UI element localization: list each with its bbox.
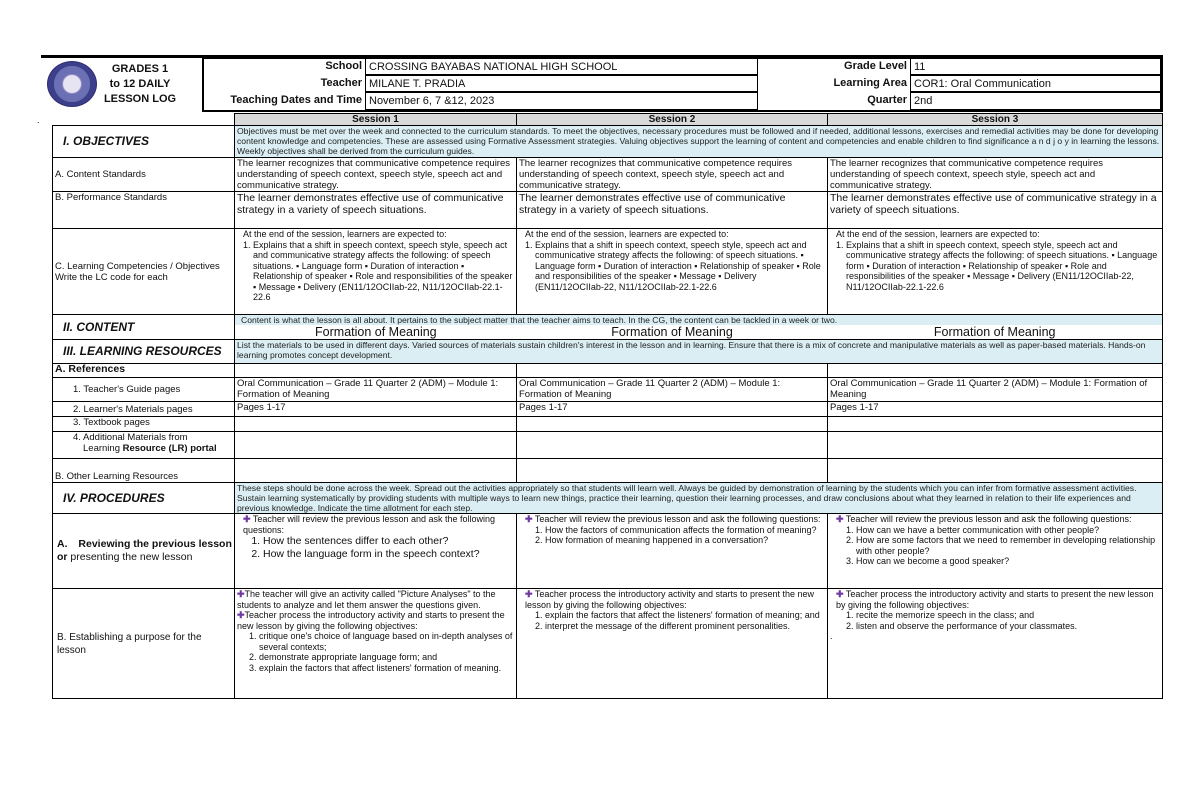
dates-value: November 6, 7 &12, 2023: [365, 92, 758, 110]
procedure-a-s2: [517, 514, 828, 589]
procedures-row: [53, 483, 1163, 514]
other-resources-label: B. Other Learning Resources: [53, 459, 235, 483]
textbook-row: [53, 417, 1163, 432]
deped-seal-center: [62, 74, 82, 94]
lm-s1: Pages 1-17: [235, 402, 517, 417]
content-standards-row: [53, 158, 1163, 192]
content-topic-s2: Formation of Meaning: [611, 325, 733, 339]
session-3-header: Session 3: [828, 114, 1163, 126]
procedure-b-s3-dot: .: [830, 631, 833, 641]
performance-standards-row: [53, 192, 1163, 229]
bullet-icon: ✚: [237, 610, 245, 620]
competencies-s3: [828, 229, 1163, 315]
procedure-b-s2: [517, 589, 828, 699]
content-standards-s2: The learner recognizes that communicative competence requires understanding of speech context, speech style, speech act and communicative strategy.: [517, 158, 828, 192]
school-value: CROSSING BAYABAS NATIONAL HIGH SCHOOL: [365, 58, 758, 75]
grades-title-line2: to 12 DAILY: [109, 78, 171, 90]
school-label: School: [325, 60, 362, 72]
content-label: II. CONTENT: [53, 315, 235, 340]
procedure-b-s1-item-2: 2. demonstrate appropriate language form; and: [259, 652, 514, 663]
learning-area-value: COR1: Oral Communication: [910, 75, 1161, 92]
competency-s3: 1. Explains that a shift in speech context, speech style, speech act and communicative strategy affects the following: of speech situations. ▪ Language form ▪ Duration of interaction ▪ Relationship of speaker ▪ Role and responsibilities of the speaker ▪ Message ▪ Delivery (EN11/12OCIIab-22, N11/12OCIIab-22.1-22.6: [846, 240, 1160, 293]
lm-label: 2. Learner's Materials pages: [53, 402, 235, 417]
lm-s3: Pages 1-17: [828, 402, 1163, 417]
stray-dot: .: [37, 115, 40, 125]
bullet-icon: ✚: [836, 514, 844, 524]
competencies-intro-s1: At the end of the session, learners are expected to:: [243, 229, 447, 239]
procedure-a-s1: [235, 514, 517, 589]
teacher-value: MILANE T. PRADIA: [365, 75, 758, 92]
bullet-icon: ✚: [525, 514, 533, 524]
procedure-a-bold: Reviewing the previous lesson or: [57, 538, 232, 563]
procedure-a-s1-item-1: 1. How the sentences differ to each other?: [263, 535, 514, 548]
tg-row: [53, 378, 1163, 402]
procedure-b-s2-item-1: 1. explain the factors that affect the listeners' formation of meaning; and: [545, 610, 825, 621]
header-grid: [202, 57, 1163, 112]
content-standards-label: A. Content Standards: [53, 158, 235, 192]
performance-standards-label: B. Performance Standards: [53, 192, 235, 229]
grades-title: [95, 62, 185, 107]
tg-label: 1. Teacher's Guide pages: [53, 378, 235, 402]
content-standards-s1: The learner recognizes that communicative competence requires understanding of speech context, speech style, speech act and communicative strategy.: [235, 158, 517, 192]
content-row: [53, 315, 1163, 340]
procedure-a-intro-s1: Teacher will review the previous lesson and ask the following questions:: [243, 514, 496, 535]
procedure-a-s2-item-2: 2. How formation of meaning happened in a conversation?: [545, 535, 825, 546]
objectives-label: I. OBJECTIVES: [53, 126, 235, 158]
tg-s2: Oral Communication – Grade 11 Quarter 2 (ADM) – Module 1: Formation of Meaning: [517, 378, 828, 402]
content-topic-s3: Formation of Meaning: [933, 325, 1056, 339]
performance-standards-s1: The learner demonstrates effective use of communicative strategy in a variety of speech situations.: [235, 192, 517, 229]
other-resources-row: [53, 459, 1163, 483]
procedure-a-s3: [828, 514, 1163, 589]
lesson-log-table: [52, 113, 1163, 699]
additional-materials-label: [53, 432, 235, 459]
additional-label-1: 4. Additional Materials from: [73, 432, 188, 443]
performance-standards-s2: The learner demonstrates effective use of communicative strategy in a variety of speech situations.: [517, 192, 828, 229]
procedure-b-s3-item-1: 1. recite the memorize speech in the class; and: [856, 610, 1160, 621]
lm-row: [53, 402, 1163, 417]
procedure-b-s3: [828, 589, 1163, 699]
resources-row: [53, 340, 1163, 364]
procedures-note: These steps should be done across the week. Spread out the activities appropriately so that students will learn well. Always be guided by demonstration of learning by the students which you can infer from formative assessment activities. Sustain learning systematically by providing students with multiple ways to learn new things, practice their learning, question their learning processes, and draw conclusions about what they learned in relation to their life experiences and previous knowledge. Indicate the time allotment for each step.: [235, 483, 1163, 514]
procedure-a-intro-s3: Teacher will review the previous lesson and ask the following questions:: [845, 514, 1132, 524]
competency-s2: 1. Explains that a shift in speech context, speech style, speech act and communicative strategy affects the following: of speech situations. ▪ Language form ▪ Duration of interaction ▪ Relationship of speaker ▪ Role and responsibilities of the speaker ▪ Message ▪ Delivery (EN11/12OCIIab-22, N11/12OCIIab-22.1-22.6: [535, 240, 825, 293]
references-label: A. References: [53, 364, 235, 378]
procedure-b-s1-item-1: 1. critique one's choice of language based on in-depth analyses of several contexts;: [259, 631, 514, 652]
bullet-icon: ✚: [836, 589, 844, 599]
procedure-a-s2-item-1: 1. How the factors of communication affects the formation of meaning?: [545, 525, 825, 536]
procedure-b-label: B. Establishing a purpose for the lesson: [53, 589, 235, 699]
tg-s1: Oral Communication – Grade 11 Quarter 2 (ADM) – Module 1: Formation of Meaning: [235, 378, 517, 402]
bullet-icon: ✚: [525, 589, 533, 599]
procedure-a-s3-item-2: 2. How are some factors that we need to remember in developing relationship with other people?: [856, 535, 1160, 556]
additional-label-2: Learning: [83, 443, 123, 454]
procedure-b-s1-line1: The teacher will give an activity called "Picture Analyses" to the students to analyze and let them answer the questions given.: [237, 589, 496, 610]
competencies-label: C. Learning Competencies / Objectives Write the LC code for each: [53, 229, 235, 315]
session-2-header: Session 2: [517, 114, 828, 126]
session-1-header: Session 1: [235, 114, 517, 126]
procedure-a-s3-item-3: 3. How can we become a good speaker?: [856, 556, 1160, 567]
additional-materials-row: [53, 432, 1163, 459]
procedure-a-label: [53, 514, 235, 589]
teacher-label: Teacher: [320, 77, 362, 89]
content-note: Content is what the lesson is all about. It pertains to the subject matter that the teacher aims to teach. In the CG, the content can be tackled in a week or two.: [235, 315, 1162, 325]
dates-label: Teaching Dates and Time: [230, 94, 362, 106]
tg-s3: Oral Communication – Grade 11 Quarter 2 (ADM) – Module 1: Formation of Meaning: [828, 378, 1163, 402]
grade-level-label: Grade Level: [844, 60, 907, 72]
objectives-row: [53, 126, 1163, 158]
procedure-a-intro-s2: Teacher will review the previous lesson and ask the following questions:: [534, 514, 821, 524]
procedure-b-s1: [235, 589, 517, 699]
additional-label-3: Resource (LR) portal: [122, 443, 217, 454]
competencies-s1: [235, 229, 517, 315]
procedure-a-row: [53, 514, 1163, 589]
competencies-s2: [517, 229, 828, 315]
procedure-b-s2-intro: Teacher process the introductory activity and starts to present the new lesson by giving the following objectives:: [525, 589, 815, 610]
learning-area-label: Learning Area: [833, 77, 907, 89]
grades-title-line1: GRADES 1: [111, 63, 169, 75]
quarter-label: Quarter: [867, 94, 907, 106]
bullet-icon: ✚: [237, 589, 245, 599]
grade-level-value: 11: [910, 58, 1161, 75]
competencies-intro-s2: At the end of the session, learners are expected to:: [525, 229, 729, 239]
objectives-note: Objectives must be met over the week and connected to the curriculum standards. To meet the objectives, necessary procedures must be followed and if needed, additional lessons, exercises and remedial activities may be done for developing content knowledge and competencies. These are assessed using Formative Assessment strategies. Valuing objectives support the learning of content and competencies and enable children to find significance a n d j o y in learning the lessons. Weekly objectives shall be derived from the curriculum guides.: [235, 126, 1163, 158]
competency-s1: 1. Explains that a shift in speech context, speech style, speech act and communicative strategy affects the following: of speech situations. ▪ Language form ▪ Duration of interaction ▪ Relationship of speaker ▪ Role and responsibilities of the speaker ▪ Message ▪ Delivery (EN11/12OCIIab-22, N11/12OCIIab-22.1-22.6: [253, 240, 514, 303]
procedure-a-letter: A.: [57, 538, 68, 550]
procedure-b-s3-intro: Teacher process the introductory activity and starts to present the new lesson by giving the following objectives:: [836, 589, 1154, 610]
resources-label: III. LEARNING RESOURCES: [53, 340, 235, 364]
resources-note: List the materials to be used in different days. Varied sources of materials sustain children's interest in the lesson and in learning. Ensure that there is a mix of concrete and manipulative materials as well as paper-based materials. Hands-on learning promotes concept development.: [235, 340, 1163, 364]
grades-title-line3: LESSON LOG: [103, 93, 177, 105]
competencies-row: [53, 229, 1163, 315]
lm-s2: Pages 1-17: [517, 402, 828, 417]
procedure-a-s1-item-2: 2. How the language form in the speech context?: [263, 548, 514, 561]
procedure-a-rest: presenting the new lesson: [70, 551, 193, 563]
textbook-label: 3. Textbook pages: [53, 417, 235, 432]
procedure-b-s2-item-2: 2. interpret the message of the different prominent personalities.: [545, 621, 825, 632]
procedures-label: IV. PROCEDURES: [53, 483, 235, 514]
performance-standards-s3: The learner demonstrates effective use of communicative strategy in a variety of speech situations.: [828, 192, 1163, 229]
procedure-b-s1-line2: Teacher process the introductory activity and starts to present the new lesson by giving the following objectives:: [237, 610, 505, 631]
session-header-row: [53, 114, 1163, 126]
competencies-intro-s3: At the end of the session, learners are expected to:: [836, 229, 1040, 239]
procedure-a-s3-item-1: 1. How can we have a better communication with other people?: [856, 525, 1160, 536]
references-row: [53, 364, 1163, 378]
content-topic-s1: Formation of Meaning: [315, 325, 437, 339]
content-standards-s3: The learner recognizes that communicative competence requires understanding of speech context, speech style, speech act and communicative strategy.: [828, 158, 1163, 192]
bullet-icon: ✚: [243, 514, 251, 524]
procedure-b-s3-item-2: 2. listen and observe the performance of your classmates.: [856, 621, 1160, 632]
procedure-b-s1-item-3: 3. explain the factors that affect listeners' formation of meaning.: [259, 663, 514, 674]
procedure-b-row: [53, 589, 1163, 699]
quarter-value: 2nd: [910, 92, 1161, 110]
